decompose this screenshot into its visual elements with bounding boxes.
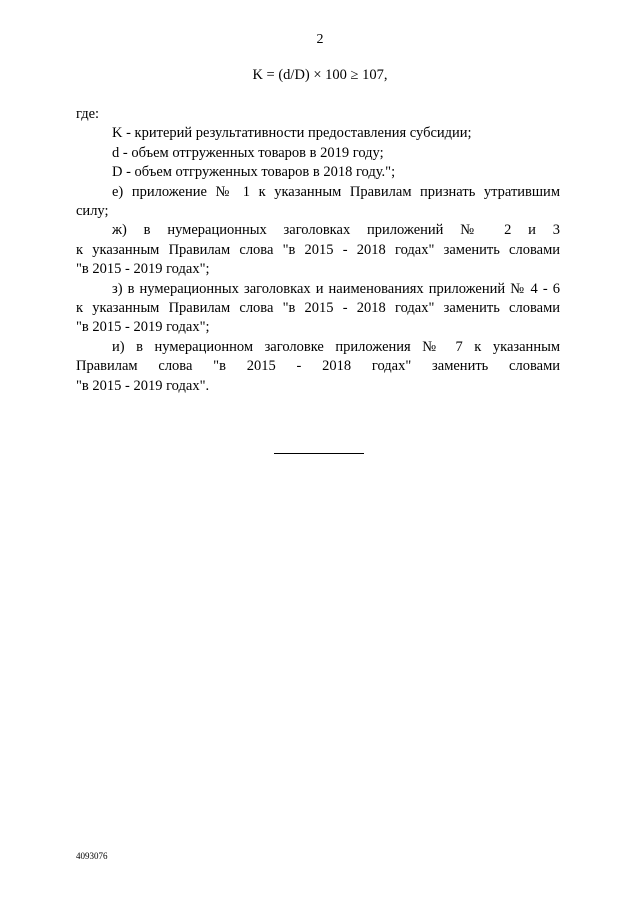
definition-d-large: D - объем отгруженных товаров в 2018 году.";: [112, 164, 396, 181]
item-z-line3: "в 2015 - 2019 годах";: [76, 319, 210, 336]
item-i-line3: "в 2015 - 2019 годах".: [76, 377, 210, 394]
item-e-line1: е) приложение № 1 к указанным Правилам признать утратившим: [112, 183, 560, 200]
item-z-line2: к указанным Правилам слова "в 2015 - 2018 годах" заменить словами: [76, 300, 560, 317]
item-i-line2: Правилам слова "в 2015 - 2018 годах" заменить словами: [76, 358, 560, 375]
item-z-line1: з) в нумерационных заголовках и наименованиях приложений № 4 - 6: [112, 280, 560, 297]
item-i-line1: и) в нумерационном заголовке приложения № 7 к указанным: [112, 338, 560, 355]
item-zh-line2: к указанным Правилам слова "в 2015 - 2018 годах" заменить словами: [76, 241, 560, 258]
item-zh-line1: ж) в нумерационных заголовках приложений № 2 и 3: [112, 222, 560, 239]
where-label: где:: [76, 106, 100, 122]
end-separator-line: [274, 453, 364, 454]
item-e-line2: силу;: [76, 203, 109, 220]
definition-d-small: d - объем отгруженных товаров в 2019 году;: [112, 144, 384, 161]
document-code: 4093076: [76, 851, 108, 861]
definition-k: K - критерий результативности предоставления субсидии;: [112, 125, 472, 142]
item-zh-line3: "в 2015 - 2019 годах";: [76, 261, 210, 278]
formula: K = (d/D) × 100 ≥ 107,: [252, 67, 388, 83]
document-body: [76, 105, 560, 396]
page-number: 2: [316, 32, 324, 47]
